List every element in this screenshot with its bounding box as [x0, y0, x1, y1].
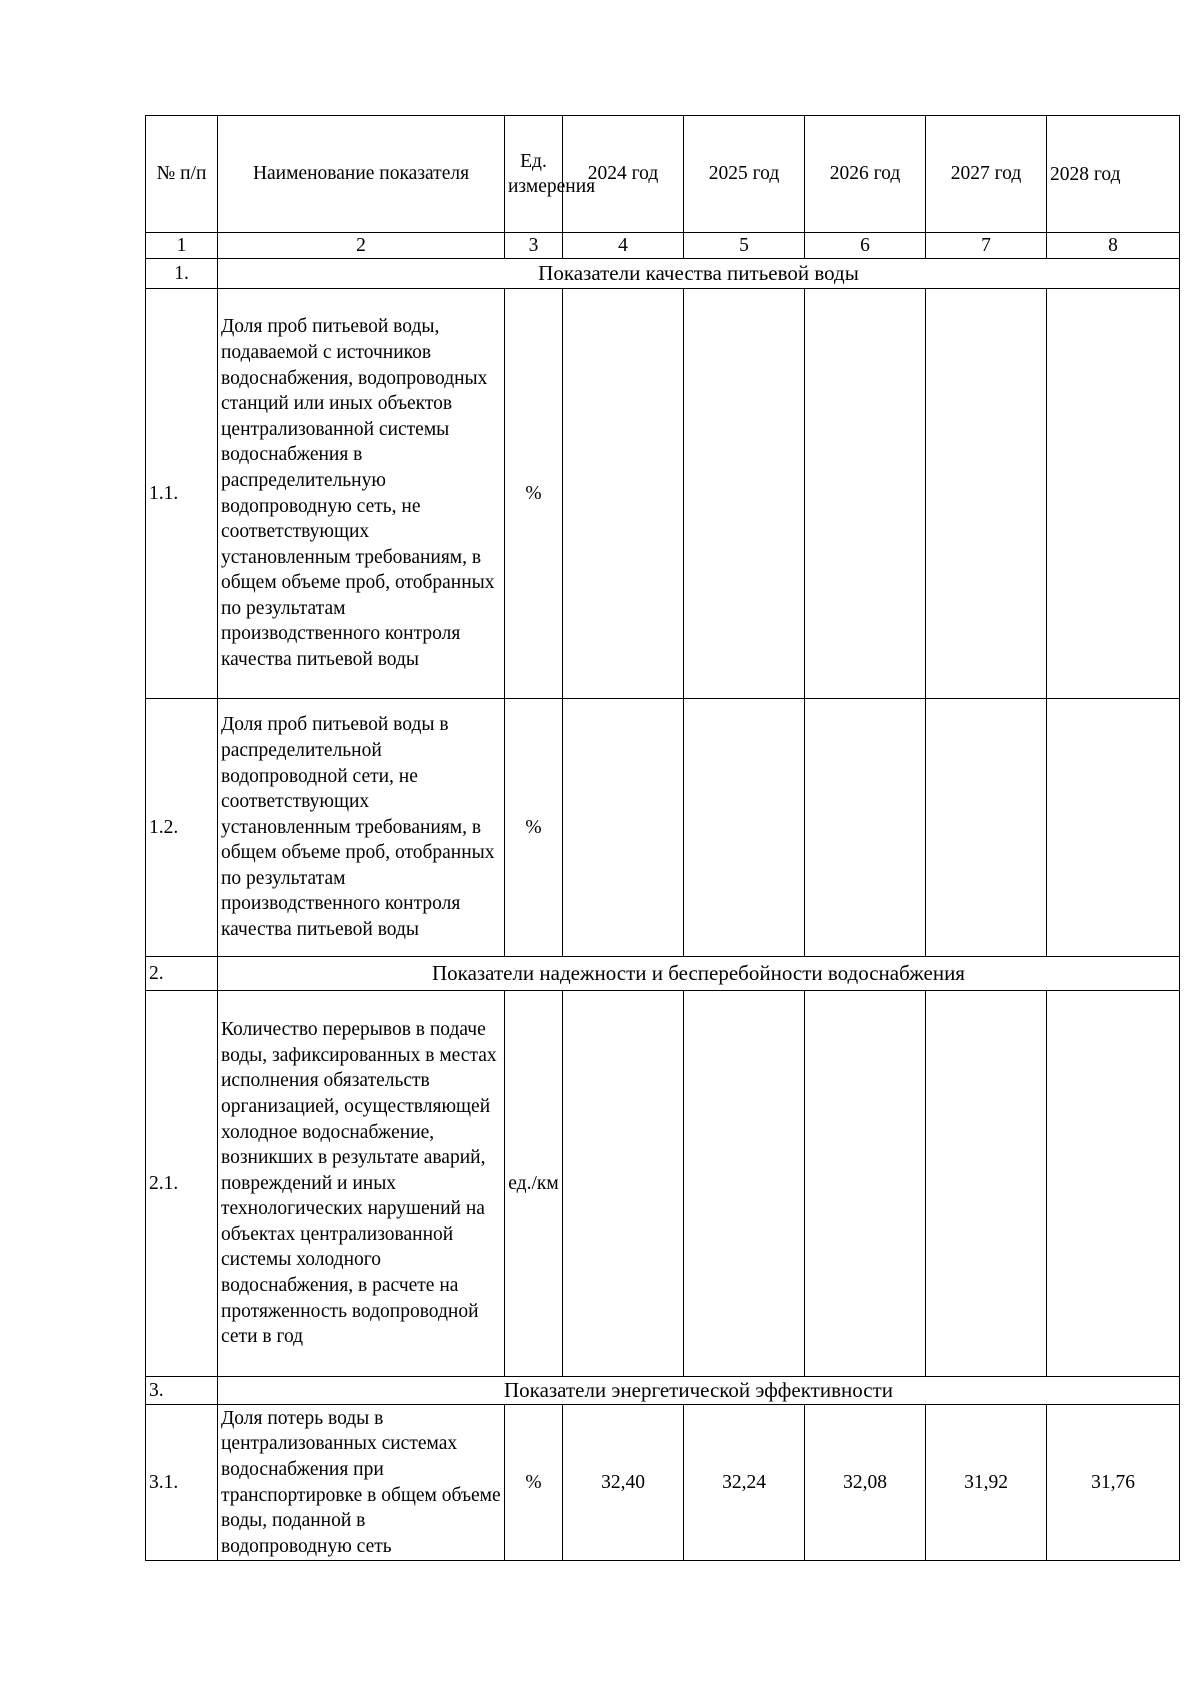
indicator-name: Доля проб питьевой воды в распределительной водопроводной сети, не соответствующих установленным требованиям, в общем объеме проб, отобранных по результатам производственного контроля качества питьевой воды: [218, 699, 505, 957]
header-year-2024: 2024 год: [563, 116, 684, 233]
value-2028: [1047, 289, 1180, 699]
header-year-2026: 2026 год: [805, 116, 926, 233]
value-2026: [805, 289, 926, 699]
unit-cell: ед./км: [505, 991, 563, 1377]
value-2024: [563, 991, 684, 1377]
section-title: Показатели качества питьевой воды: [218, 259, 1180, 289]
indicator-row-3-1: [146, 1405, 1180, 1561]
section-row-1: [146, 259, 1180, 289]
column-number: 3: [505, 233, 563, 259]
unit-cell: %: [505, 289, 563, 699]
row-number: 1.1.: [146, 289, 218, 699]
value-2025: [684, 991, 805, 1377]
value-2025: [684, 289, 805, 699]
value-2025: 32,24: [684, 1405, 805, 1561]
indicator-name: Доля потерь воды в централизованных системах водоснабжения при транспортировке в общем объеме воды, поданной в водопроводную сеть: [218, 1405, 505, 1561]
unit-cell: %: [505, 1405, 563, 1561]
value-2028: [1047, 699, 1180, 957]
value-2026: [805, 991, 926, 1377]
section-title: Показатели энергетической эффективности: [218, 1377, 1180, 1405]
value-2027: [926, 991, 1047, 1377]
row-number: 3.1.: [146, 1405, 218, 1561]
value-2024: [563, 699, 684, 957]
value-2028: 31,76: [1047, 1405, 1180, 1561]
indicator-name: Количество перерывов в подаче воды, зафиксированных в местах исполнения обязательств организацией, осуществляющей холодное водоснабжение, возникших в результате аварий, повреждений и иных технологических нарушений на объектах централизованной системы холодного водоснабжения, в расчете на протяженность водопроводной сети в год: [218, 991, 505, 1377]
indicator-row-2-1: [146, 991, 1180, 1377]
section-number: 2.: [146, 957, 218, 991]
column-number: 8: [1047, 233, 1180, 259]
header-year-2027: 2027 год: [926, 116, 1047, 233]
section-number: 3.: [146, 1377, 218, 1405]
row-number: 2.1.: [146, 991, 218, 1377]
table-header-row: [146, 116, 1180, 233]
column-number: 2: [218, 233, 505, 259]
value-2025: [684, 699, 805, 957]
indicators-table: [145, 115, 1180, 1561]
column-number: 1: [146, 233, 218, 259]
value-2024: 32,40: [563, 1405, 684, 1561]
column-number: 4: [563, 233, 684, 259]
column-number: 5: [684, 233, 805, 259]
section-number: 1.: [146, 259, 218, 289]
section-title: Показатели надежности и бесперебойности водоснабжения: [218, 957, 1180, 991]
column-number: 7: [926, 233, 1047, 259]
value-2027: [926, 699, 1047, 957]
header-number: № п/п: [146, 116, 218, 233]
indicator-row-1-2: [146, 699, 1180, 957]
header-year-2028: 2028 год: [1047, 116, 1180, 233]
indicator-row-1-1: [146, 289, 1180, 699]
header-unit: Ед. измерения: [505, 116, 563, 233]
value-2026: [805, 699, 926, 957]
section-row-3: [146, 1377, 1180, 1405]
value-2027: [926, 289, 1047, 699]
column-number-row: [146, 233, 1180, 259]
unit-cell: %: [505, 699, 563, 957]
value-2026: 32,08: [805, 1405, 926, 1561]
value-2028: [1047, 991, 1180, 1377]
indicator-name: Доля проб питьевой воды, подаваемой с источников водоснабжения, водопроводных станций или иных объектов централизованной системы водоснабжения в распределительную водопроводную сеть, не соответствующих установленным требованиям, в общем объеме проб, отобранных по результатам производственного контроля качества питьевой воды: [218, 289, 505, 699]
value-2024: [563, 289, 684, 699]
row-number: 1.2.: [146, 699, 218, 957]
column-number: 6: [805, 233, 926, 259]
header-indicator-name: Наименование показателя: [218, 116, 505, 233]
section-row-2: [146, 957, 1180, 991]
value-2027: 31,92: [926, 1405, 1047, 1561]
header-year-2025: 2025 год: [684, 116, 805, 233]
